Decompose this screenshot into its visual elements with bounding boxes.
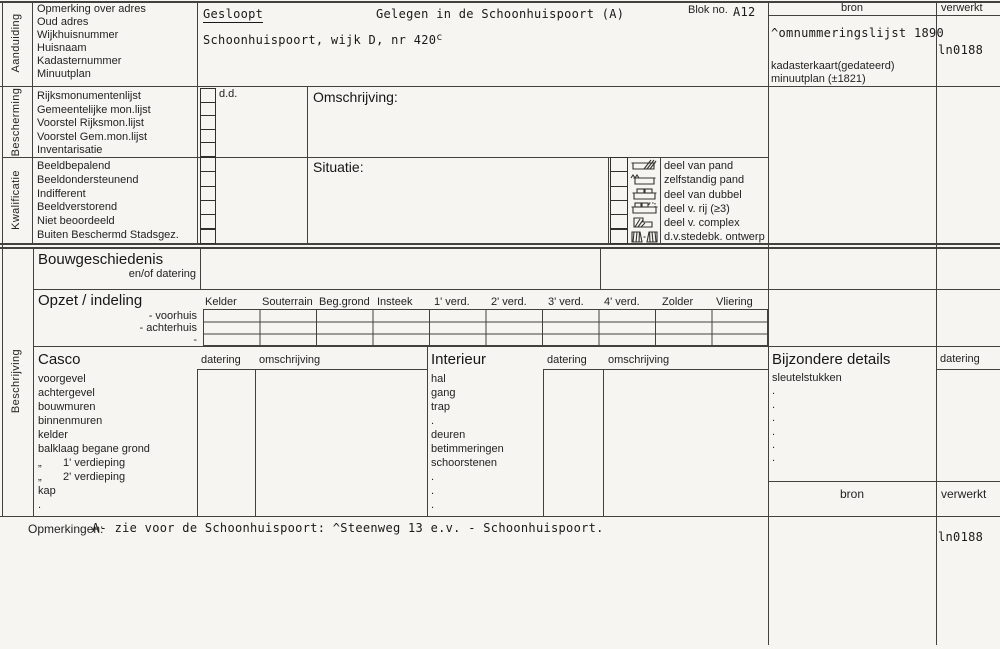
casco-item: kap [38,485,56,497]
section-label-aanduiding: Aanduiding [10,13,22,73]
aanduiding-item: Huisnaam [37,42,87,54]
bouwgeschiedenis-title: Bouwgeschiedenis [38,251,164,268]
kwalificatie-item: Beeldondersteunend [37,173,139,186]
situatie-right-line [608,157,609,243]
blok-value: A12 [733,5,756,19]
bron-column-line [768,1,769,645]
divider-aanduiding-bottom [0,86,1000,87]
interieur-item: . [431,485,435,497]
situatie-title: Situatie: [313,159,364,175]
pand-type-label: d.v.stedebk. ontwerp [664,231,765,244]
address-suffix: c [436,32,443,43]
label-column-line-top [32,1,33,243]
interieur-omschrijving-header: omschrijving [608,354,670,366]
house-double-icon [630,187,659,201]
interieur-item: betimmeringen [431,443,504,455]
address-value [203,32,442,47]
checkbox-voorstel-gemmonlijst[interactable] [200,129,216,144]
interieur-item: . [431,499,435,511]
verwerkt-header: verwerkt [941,2,983,14]
opzet-title: Opzet / indeling [38,292,143,309]
urban-design-icon [630,230,659,244]
dd-label: d.d. [219,88,238,100]
checkbox-rijksmonumentenlijst[interactable] [200,88,216,103]
bouwgeschiedenis-field[interactable] [201,249,599,288]
verwerkt-column-line [936,1,937,645]
pand-label-line [660,157,661,243]
aanduiding-item: Kadasternummer [37,55,122,67]
bron-field-bottom[interactable] [770,518,934,638]
checkbox-beeldverstorend[interactable] [200,200,216,215]
casco-datering-field[interactable] [198,370,254,515]
divider-double-1 [0,243,1000,245]
bijzondere-item: . [772,412,776,425]
opzet-row-label: - voorhuis [148,310,197,322]
interieur-datering-field[interactable] [544,370,602,515]
interieur-item: schoorstenen [431,457,498,469]
omschrijving-title: Omschrijving: [313,89,398,105]
opzet-col-header: 1' verd. [434,296,470,308]
label-column-line-beschrijving [33,247,34,516]
opzet-col-header: 3' verd. [548,296,584,308]
opzet-col-header: Kelder [205,296,237,308]
casco-datering-header: datering [201,354,241,366]
aanduiding-item: Wijkhuisnummer [37,29,119,41]
casco-item: balklaag begane grond [38,443,150,455]
bescherming-item: Inventarisatie [37,144,103,157]
opzet-col-header: Insteek [377,296,413,308]
interieur-item: gang [431,387,456,399]
checkbox-indifferent[interactable] [200,186,216,201]
checkbox-voorstel-rijksmonlijst[interactable] [200,115,216,130]
opzet-col-header: Zolder [662,296,694,308]
checkbox-niet-beoordeeld[interactable] [200,214,216,229]
interieur-item: . [431,471,435,483]
aanduiding-item: Opmerking over adres [37,3,146,15]
interieur-item: deuren [431,429,466,441]
casco-interieur-divider [427,347,428,516]
casco-item: „ 1' verdieping [38,457,126,469]
checkbox-deel-van-dubbel[interactable] [610,186,628,201]
checkbox-deel-van-pand[interactable] [610,157,628,172]
divider-beschrijving-bottom [0,516,1000,517]
house-part-icon [630,158,659,172]
opzet-row-label: - achterhuis [139,322,197,334]
section-label-beschrijving: Beschrijving [10,348,22,414]
checkbox-beeldondersteunend[interactable] [200,171,216,186]
aanduiding-item: Minuutplan [37,68,91,80]
bron-entry-1: ^omnummeringslijst 1890 [771,26,945,40]
bescherming-item: Voorstel Rijksmon.lijst [37,117,144,130]
bijzondere-item: . [772,385,776,398]
pand-type-label: deel v. rij (≥3) [664,202,730,215]
interieur-omschrijving-field[interactable] [604,370,767,515]
bron-entry-2: kadasterkaart(gedateerd) [771,60,895,72]
opzet-col-header: Vliering [716,296,753,308]
divider-bouwgeschiedenis-bottom [33,289,1000,290]
verwerkt-value-bottom: ln0188 [938,530,984,544]
complex-icon [630,215,659,229]
aanduiding-item-list [37,3,146,81]
kwalificatie-item-list [37,160,179,243]
bron-entry-3: minuutplan (±1821) [771,73,866,85]
omschrijving-field[interactable] [308,104,766,156]
bijzondere-item: . [772,425,776,438]
bouwgeschiedenis-subtitle: en/of datering [128,268,196,280]
interieur-item: trap [431,401,450,413]
checkbox-deel-v-complex[interactable] [610,214,628,229]
casco-item: . [38,499,42,511]
verwerkt-header-bottom: verwerkt [941,487,987,501]
bescherming-item: Voorstel Gem.mon.lijst [37,130,148,143]
interieur-title: Interieur [431,351,487,368]
casco-omschrijving-header: omschrijving [259,354,321,366]
kwalificatie-item: Indifferent [37,187,86,200]
checkbox-zelfstandig-pand[interactable] [610,171,628,186]
border-left [2,1,3,517]
house-row-icon [630,201,659,215]
kwalificatie-item: Beeldbepalend [37,160,111,172]
casco-omschrijving-field[interactable] [256,370,426,515]
opzet-col-header: Beg.grond [319,296,370,308]
bijzondere-item: . [772,452,776,465]
bijzondere-datering-header: datering [940,353,980,365]
opmerkingen-label: Opmerkingen: [28,522,104,536]
casco-item-list [38,372,150,512]
bijzondere-item-list [772,372,842,466]
verwerkt-value-top: ln0188 [938,43,984,57]
divider-opzet-bottom [33,346,1000,347]
bron-header: bron [840,2,864,14]
pand-type-label: zelfstandig pand [664,174,745,187]
opzet-col-header: Souterrain [262,296,313,308]
casco-title: Casco [38,351,81,368]
status-value: Gesloopt [203,7,264,21]
checkbox-beeldbepalend[interactable] [200,157,216,172]
items-column-line [197,1,198,243]
bescherming-item: Gemeentelijke mon.lijst [37,103,151,116]
opzet-col-header: 4' verd. [604,296,640,308]
opzet-col-header: 2' verd. [491,296,527,308]
location-value: Gelegen in de Schoonhuispoort (A) [376,7,625,21]
casco-item: bouwmuren [38,401,96,413]
interieur-item-list [431,372,504,512]
casco-item: achtergevel [38,387,95,399]
situatie-field[interactable] [308,175,606,241]
bescherming-item-list [37,90,151,158]
bijzondere-item: . [772,398,776,411]
kwalificatie-item: Buiten Beschermd Stadsgez. [37,228,179,241]
interieur-item: . [431,415,435,427]
opzet-grid[interactable] [203,309,768,346]
casco-item: binnenmuren [38,415,103,427]
kwalificatie-item: Beeldverstorend [37,201,118,214]
blok-label: Blok no. [688,4,728,16]
interieur-item: hal [431,373,446,385]
section-label-kwalificatie: Kwalificatie [10,170,22,230]
house-single-icon [630,172,659,186]
kwalificatie-item: Niet beoordeeld [37,215,115,228]
bijzondere-details-title: Bijzondere details [772,351,891,368]
bijzondere-item: . [772,439,776,452]
casco-item: voorgevel [38,373,86,385]
checkbox-gemeentelijke-monlijst[interactable] [200,102,216,117]
checkbox-inventarisatie[interactable] [200,142,216,157]
pand-type-label: deel van dubbel [664,188,742,201]
pand-type-label: deel van pand [664,160,734,172]
bijzondere-item: sleutelstukken [772,372,842,384]
pand-type-label-list [664,159,765,245]
opmerkingen-text: A- zie voor de Schoonhuispoort: ^Steenweg 13 e.v. - Schoonhuispoort. [92,521,604,535]
casco-item: „ 2' verdieping [38,471,126,483]
checkbox-buiten-beschermd[interactable] [200,229,216,244]
bron-header-underline [768,15,1000,16]
interieur-datering-header: datering [547,354,587,366]
checkbox-deel-v-rij[interactable] [610,200,628,215]
bescherming-item: Rijksmonumentenlijst [37,90,141,102]
aanduiding-item: Oud adres [37,16,89,28]
bouwgeschiedenis-field-line [600,248,601,289]
bron-header-bottom: bron [839,487,865,501]
bijzondere-datering-field[interactable] [937,370,1000,481]
address-main: Schoonhuispoort, wijk D, nr 420 [203,33,437,47]
checkbox-stedebk-ontwerp[interactable] [610,229,628,244]
pand-type-label: deel v. complex [664,217,740,230]
opzet-row-label: - [193,334,197,346]
casco-item: kelder [38,429,68,441]
section-label-bescherming: Bescherming [10,87,22,157]
bron-row-top [768,481,1000,482]
